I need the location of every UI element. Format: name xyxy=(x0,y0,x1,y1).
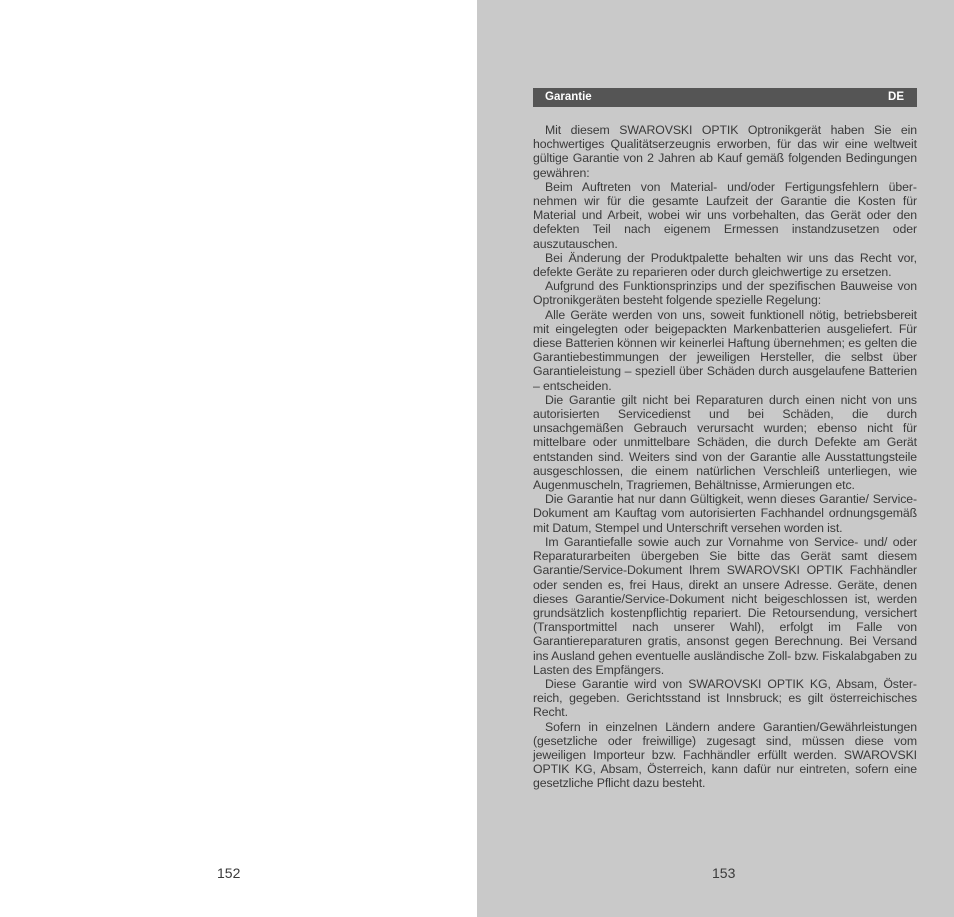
paragraph: Die Garantie hat nur dann Gültigkeit, wenn dieses Garantie/ Service-Dokument am Kauftag vom autorisierten Fachhandel ordnungsgemäß mit Datum, Stempel und Unterschrift versehen worden ist. xyxy=(533,492,917,535)
section-title: Garantie xyxy=(545,91,592,103)
right-page xyxy=(477,0,954,917)
paragraph: Im Garantiefalle sowie auch zur Vornahme von Service- und/ oder Reparaturarbeiten übergeben Sie bitte das Gerät samt diesem Garantie/Service-Dokument Ihrem SWAROVSKI OPTIK Fachhändler oder senden es, frei Haus, direkt an unsere Adresse. Geräte, denen dieses Garantie/Service-Dokument nicht beigeschlossen ist, werden grundsätzlich kostenpflichtig repariert. Die Retoursendung, versichert (Transportmittel nach unserer Wahl), erfolgt im Falle von Garantiereparaturen gratis, ansonst gegen Berechnung. Bei Versand ins Ausland gehen eventuelle ausländische Zoll- bzw. Fiskalabgaben zu Lasten des Empfängers. xyxy=(533,534,917,677)
paragraph: Mit diesem SWAROVSKI OPTIK Optronikgerät haben Sie ein hochwertiges Qualitätserzeugnis erworben, für das wir eine weltweit gültige Garantie von 2 Jahren ab Kauf gemäß folgenden Bedingungen gewähren: xyxy=(533,123,917,180)
paragraph: Bei Änderung der Produktpalette behalten wir uns das Recht vor, defekte Geräte zu reparieren oder durch gleichwertige zu ersetzen. xyxy=(533,250,917,280)
language-code: DE xyxy=(888,91,904,103)
page-number-left: 152 xyxy=(217,865,241,881)
paragraph: Diese Garantie wird von SWAROVSKI OPTIK KG, Absam, Österreich, gegeben. Gerichtsstand ist Innsbruck; es gilt österreichisches Recht. xyxy=(533,676,917,720)
paragraph: Sofern in einzelnen Ländern andere Garantien/Gewährleistungen (gesetzliche oder freiwillige) zugesagt sind, müssen diese vom jeweiligen Importeur bzw. Fachhändler erfüllt werden. SWAROVSKI OPTIK KG, Absam, Österreich, kann dafür nur eintreten, sofern eine gesetzliche Pflicht dazu besteht. xyxy=(533,719,917,791)
section-header-bar xyxy=(533,88,917,107)
page-number-right: 153 xyxy=(712,865,736,881)
warranty-text xyxy=(533,123,917,791)
paragraph: Die Garantie gilt nicht bei Reparaturen durch einen nicht von uns autorisierten Servicedienst und bei Schäden, die durch unsachgemäßen Gebrauch verursacht wurden; ebenso nicht für mittelbare oder unmittelbare Schäden, die durch Defekte am Gerät entstanden sind. Weiters sind von der Garantie alle Ausstattungsteile ausgeschlossen, die einem natürlichen Verschleiß unterliegen, wie Augenmuscheln, Tragriemen, Behältnisse, Armierungen etc. xyxy=(533,392,917,493)
paragraph: Aufgrund des Funktionsprinzips und der spezifischen Bauweise von Optronikgeräten besteht folgende spezielle Regelung: xyxy=(533,279,917,308)
paragraph: Beim Auftreten von Material- und/oder Fertigungsfehlern übernehmen wir für die gesamte Laufzeit der Garantie die Kosten für Material und Arbeit, wobei wir uns vorbehalten, das Gerät oder den defekten Teil nach eigenem Ermessen instandzusetzen oder auszutauschen. xyxy=(533,179,917,251)
paragraph: Alle Geräte werden von uns, soweit funktionell nötig, betriebsbereit mit eingelegten oder beigepackten Markenbatterien ausgeliefert. Für diese Batterien können wir keinerlei Haftung übernehmen; es gelten die Garantiebestimmungen der jeweiligen Hersteller, die selbst über Garantieleistung – speziell über Schäden durch ausgelaufene Batterien – entscheiden. xyxy=(533,307,917,393)
